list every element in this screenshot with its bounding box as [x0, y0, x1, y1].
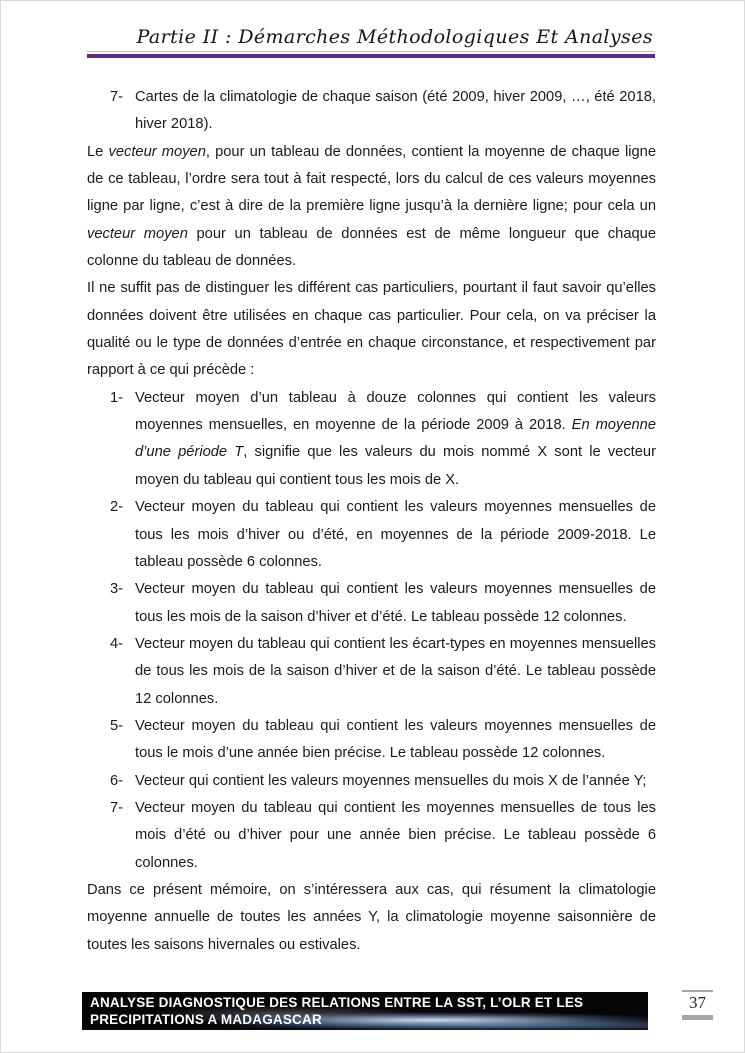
paragraph [87, 275, 656, 384]
page-number-rule-bottom [682, 1015, 713, 1020]
document-body [87, 84, 656, 959]
footer-banner [82, 992, 648, 1030]
list-item [87, 768, 656, 795]
text-run: vecteur moyen [87, 225, 188, 242]
text-run: Vecteur moyen du tableau qui contient les écart-types en moyennes mensuelles de tous les mois de la saison d’hiver et de la saison d’été. Le tableau possède 12 colonnes. [135, 635, 656, 707]
text-run: pour un tableau de données est de même longueur que chaque colonne du tableau de données. [87, 225, 656, 270]
text-run: Vecteur moyen du tableau qui contient les valeurs moyennes mensuelles de tous le mois d’une année bien précise. Le tableau possède 12 colonnes. [135, 717, 656, 762]
text-run: , signifie que les valeurs du mois nommé X sont le vecteur moyen du tableau qui contient tous les mois de X. [135, 444, 656, 488]
text-run: Il ne suffit pas de distinguer les différent cas particuliers, pourtant il faut savoir qu’elles données doivent être utilisées en chaque cas particulier. Pour cela, on va préciser la qualité ou le type de données d’entrée en chaque circonstance, et respectivement par rapport à ce qui précède : [87, 280, 656, 379]
text-run: Vecteur moyen du tableau qui contient les moyennes mensuelles de tous les mois d’été ou d’hiver pour une année bien précise. Le tableau possède 6 colonnes. [135, 799, 656, 871]
list-marker: 4- [110, 635, 124, 652]
list-marker: 3- [110, 581, 124, 598]
text-run: , pour un tableau de données, contient la moyenne de chaque ligne de ce tableau, l’ordre sera tout à fait respecté, lors du calcul de ces valeurs moyennes ligne par ligne, c’est à dire de la première ligne jusqu’à la dernière ligne; pour cela un [87, 143, 656, 215]
header-rule-thick [87, 54, 655, 58]
list-item [87, 84, 656, 139]
list-item [87, 385, 656, 494]
list-item [87, 795, 656, 877]
page-number: 37 [689, 993, 706, 1012]
text-run: Vecteur qui contient les valeurs moyennes mensuelles du mois X de l’année Y; [135, 772, 647, 789]
text-run: Le [87, 143, 109, 160]
list-item [87, 631, 656, 713]
header-rule-thin [87, 51, 655, 52]
text-run: Vecteur moyen d’un tableau à douze colonnes qui contient les valeurs moyennes mensuelles, en moyenne de la période 2009 à 2018. [135, 389, 656, 434]
banner-line: ANALYSE DIAGNOSTIQUE DES RELATIONS ENTRE LA SST, L’OLR ET LES [90, 995, 584, 1010]
list-marker: 6- [110, 772, 124, 789]
list-marker: 7- [110, 89, 124, 105]
text-run: Vecteur moyen du tableau qui contient les valeurs moyennes mensuelles de tous les mois de la saison d’hiver et d’été. Le tableau possède 12 colonnes. [135, 581, 656, 625]
list-item [87, 713, 656, 768]
text-run: Cartes de la climatologie de chaque saison (été 2009, hiver 2009, …, été 2018, hiver 2018). [135, 89, 656, 133]
text-run: Vecteur moyen du tableau qui contient les valeurs moyennes mensuelles de tous les mois d’hiver ou d’été, en moyennes de la période 2009-2018. Le tableau possède 6 colonnes. [135, 499, 656, 570]
header-title: Partie II : Démarches Méthodologiques Et Analyses [136, 26, 653, 48]
list-marker: 5- [110, 717, 124, 734]
list-marker: 7- [110, 799, 124, 816]
text-run: En moyenne d’une période T [135, 417, 656, 461]
list-item [87, 494, 656, 576]
list-marker: 2- [110, 499, 124, 516]
list-item [87, 576, 656, 631]
page-number-box [682, 990, 713, 1020]
text-run: Dans ce présent mémoire, on s’intéressera aux cas, qui résument la climatologie moyenne annuelle de toutes les années Y, la climatologie moyenne saisonnière de toutes les saisons hivernales ou estivales. [87, 881, 656, 953]
list-marker: 1- [110, 389, 124, 406]
text-run: vecteur moyen [108, 143, 206, 160]
paragraph [87, 139, 656, 276]
banner-line: PRECIPITATIONS A MADAGASCAR [90, 1012, 322, 1027]
paragraph [87, 877, 656, 959]
